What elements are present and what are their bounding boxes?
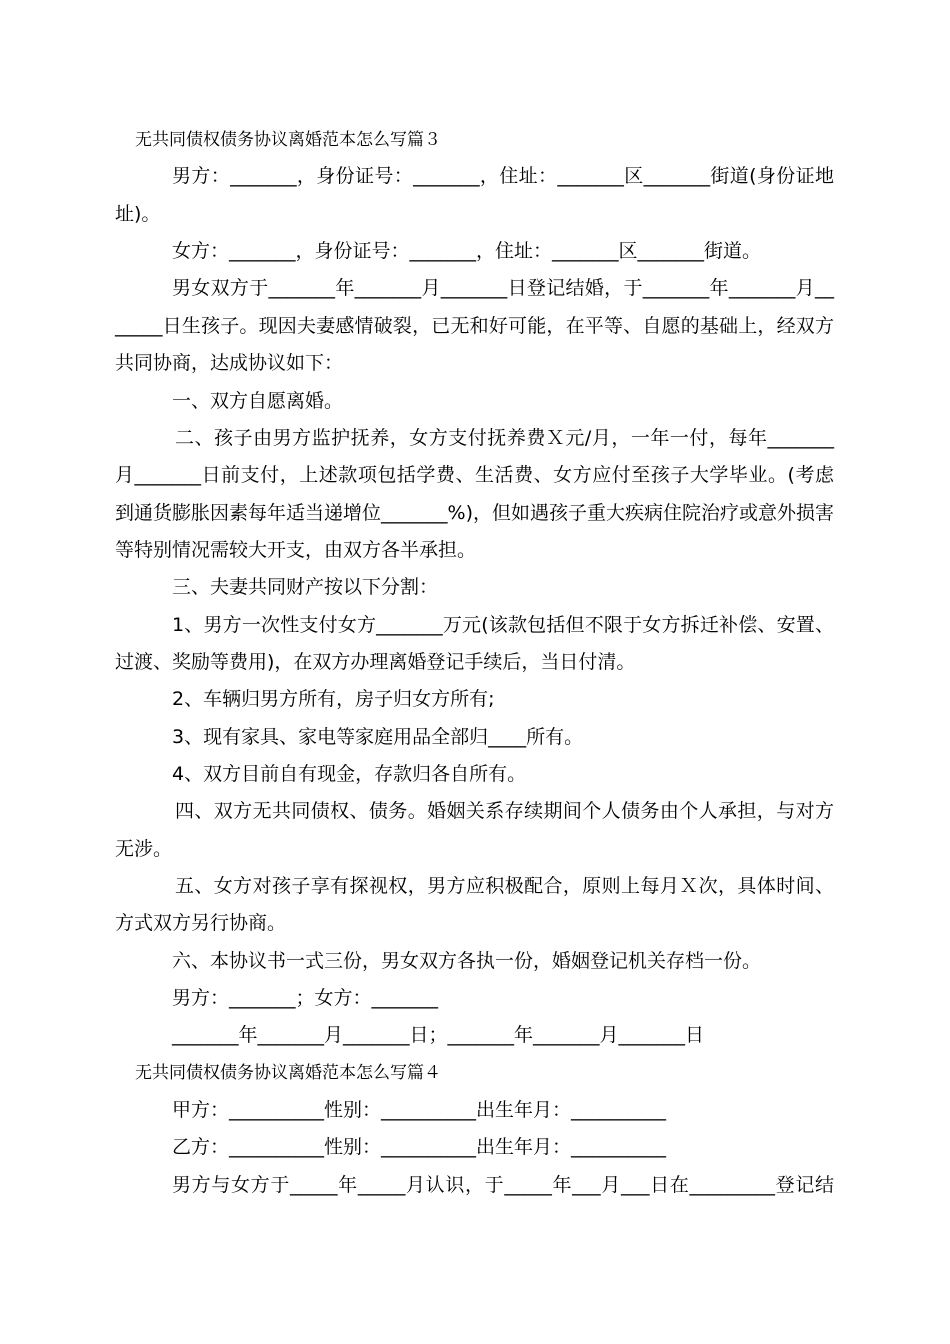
paragraph-line: 乙方：__________性别：__________出生年月：__________ — [172, 1136, 667, 1158]
paragraph-line: 三、夫妻共同财产按以下分割： — [172, 576, 439, 598]
paragraph-line: 4、双方目前自有现金，存款归各自所有。 — [172, 763, 527, 785]
paragraph-line: 男方与女方于_____年_____月认识，于_____年___月___日在_________登记结 — [172, 1174, 834, 1196]
paragraph-line: 无涉。 — [115, 838, 173, 860]
paragraph-line: 方式双方另行协商。 — [115, 912, 287, 934]
paragraph-line: 六、本协议书一式三份，男女双方各执一份，婚姻登记机关存档一份。 — [172, 950, 762, 972]
paragraph-line: 等特别情况需较大开支，由双方各半承担。 — [115, 539, 477, 561]
section-title: 无共同债权债务协议离婚范本怎么写篇３ — [135, 130, 441, 150]
paragraph-line: 男方：_______，身份证号：_______，住址：_______区_______街道(身份证地 — [172, 165, 834, 187]
paragraph-line: 甲方：__________性别：__________出生年月：__________ — [172, 1099, 667, 1121]
paragraph-line: 五、女方对孩子享有探视权，男方应积极配合，原则上每月Ｘ次，具体时间、 — [175, 875, 834, 897]
paragraph-line: 3、现有家具、家电等家庭用品全部归____所有。 — [172, 726, 584, 748]
paragraph-line: 到通货膨胀因素每年适当递增位_______%)，但如遇孩子重大疾病住院治疗或意外损害 — [115, 502, 834, 524]
paragraph-line: _____日生孩子。现因夫妻感情破裂，已无和好可能，在平等、自愿的基础上，经双方 — [115, 315, 834, 337]
signature-line: 男方：_______；女方：_______ — [172, 987, 439, 1009]
paragraph-line: 1、男方一次性支付女方_______万元(该款包括但不限于女方拆迁补偿、安置、 — [172, 614, 834, 636]
paragraph-line: 四、双方无共同债权、债务。婚姻关系存续期间个人债务由个人承担，与对方 — [175, 800, 834, 822]
paragraph-line: 共同协商，达成协议如下： — [115, 352, 344, 374]
paragraph-line: 男女双方于_______年_______月_______日登记结婚，于_______年_______月__ — [172, 277, 834, 299]
paragraph-line: 2、车辆归男方所有，房子归女方所有; — [172, 688, 495, 710]
paragraph-line: 女方：_______，身份证号：_______，住址：_______区_______街道。 — [172, 240, 762, 262]
paragraph-line: 二、孩子由男方监护抚养，女方支付抚养费Ｘ元/月，一年一付，每年_______ — [175, 427, 834, 449]
paragraph-line: 址)。 — [115, 203, 161, 225]
paragraph-line: 一、双方自愿离婚。 — [172, 390, 344, 412]
section-title: 无共同债权债务协议离婚范本怎么写篇４ — [135, 1063, 441, 1083]
date-line: _______年_______月_______日；_______年_______月_______日 — [172, 1024, 705, 1046]
paragraph-line: 月_______日前支付，上述款项包括学费、生活费、女方应付至孩子大学毕业。(考虑 — [115, 464, 834, 486]
paragraph-line: 过渡、奖励等费用)，在双方办理离婚登记手续后，当日付清。 — [115, 651, 636, 673]
